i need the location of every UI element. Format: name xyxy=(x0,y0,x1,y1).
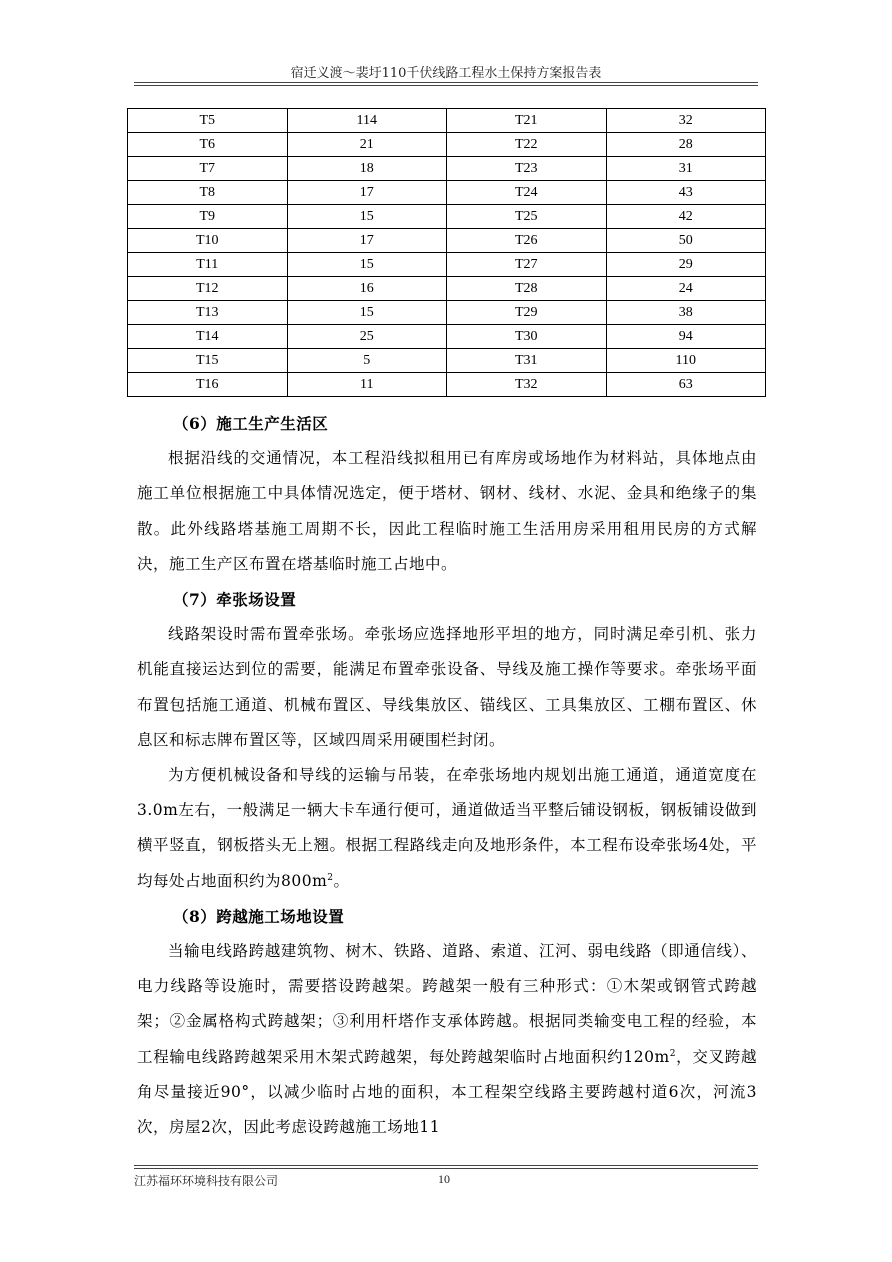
table-cell: T25 xyxy=(447,205,607,229)
table-cell: T12 xyxy=(128,277,288,301)
table-cell: 24 xyxy=(606,277,766,301)
section-6-paragraph: 根据沿线的交通情况，本工程沿线拟租用已有库房或场地作为材料站，具体地点由施工单位根据施工中具体情况选定，便于塔材、钢材、线材、水泥、金具和绝缘子的集散。此外线路塔基施工周期不长，因此工程临时施工生活用房采用租用民房的方式解决，施工生产区布置在塔基临时施工占地中。 xyxy=(137,449,757,573)
table-cell: T6 xyxy=(128,133,288,157)
table-cell: T11 xyxy=(128,253,288,277)
section-7-paragraph-2 xyxy=(137,758,757,899)
table-cell: T24 xyxy=(447,181,607,205)
table-row xyxy=(128,181,766,205)
superscript: 2 xyxy=(669,1048,676,1059)
page-number: 10 xyxy=(438,1172,450,1186)
table-cell: T30 xyxy=(447,325,607,349)
table-cell: 5 xyxy=(287,349,447,373)
header-rule xyxy=(134,82,758,83)
table-row xyxy=(128,277,766,301)
table-cell: 28 xyxy=(606,133,766,157)
section-7-paragraph-2-end: 。 xyxy=(333,871,350,890)
table-cell: 114 xyxy=(287,109,447,133)
table-cell: T7 xyxy=(128,157,288,181)
table-cell: T26 xyxy=(447,229,607,253)
table-cell: 25 xyxy=(287,325,447,349)
table-cell: 21 xyxy=(287,133,447,157)
table-cell: 17 xyxy=(287,181,447,205)
table-cell: T8 xyxy=(128,181,288,205)
table-cell: 16 xyxy=(287,277,447,301)
table-cell: T32 xyxy=(447,373,607,397)
header-rule-thin xyxy=(134,85,758,86)
table-cell: 15 xyxy=(287,301,447,325)
table-cell: T16 xyxy=(128,373,288,397)
body-content xyxy=(137,406,757,1145)
footer-rule xyxy=(134,1165,758,1166)
table-cell: T5 xyxy=(128,109,288,133)
table-cell: T13 xyxy=(128,301,288,325)
table-row xyxy=(128,109,766,133)
section-7-paragraph-1: 线路架设时需布置牵张场。牵张场应选择地形平坦的地方，同时满足牵引机、张力机能直接运达到位的需要，能满足布置牵张设备、导线及施工操作等要求。牵张场平面布置包括施工通道、机械布置区、导线集放区、锚线区、工具集放区、工棚布置区、休息区和标志牌布置区等，区域四周采用硬围栏封闭。 xyxy=(137,625,757,749)
table-cell: T27 xyxy=(447,253,607,277)
table-cell: 17 xyxy=(287,229,447,253)
table-cell: 63 xyxy=(606,373,766,397)
table-cell: 43 xyxy=(606,181,766,205)
table-cell: T10 xyxy=(128,229,288,253)
section-7-paragraph-2-text: 为方便机械设备和导线的运输与吊装，在牵张场地内规划出施工通道，通道宽度在3.0m左右，一般满足一辆大卡车通行便可，通道做适当平整后铺设钢板，钢板铺设做到横平竖直，钢板搭头无上翘。根据工程路线走向及地形条件，本工程布设牵张场4处，平均每处占地面积约为800m xyxy=(137,766,757,890)
section-heading-7: （7）牵张场设置 xyxy=(173,590,297,610)
table-cell: 42 xyxy=(606,205,766,229)
table-cell: T31 xyxy=(447,349,607,373)
table-cell: 38 xyxy=(606,301,766,325)
footer-company: 江苏福环环境科技有限公司 xyxy=(134,1174,279,1188)
section-8-paragraph xyxy=(137,934,757,1145)
table-row xyxy=(128,301,766,325)
table-cell: T22 xyxy=(447,133,607,157)
table-cell: 15 xyxy=(287,205,447,229)
table-cell: 32 xyxy=(606,109,766,133)
table-row xyxy=(128,253,766,277)
table-cell: 94 xyxy=(606,325,766,349)
table-cell: 18 xyxy=(287,157,447,181)
table-cell: T28 xyxy=(447,277,607,301)
table-row xyxy=(128,325,766,349)
table-cell: T15 xyxy=(128,349,288,373)
table-cell: T14 xyxy=(128,325,288,349)
table-cell: 110 xyxy=(606,349,766,373)
table-cell: T9 xyxy=(128,205,288,229)
footer-rule-thin xyxy=(134,1168,758,1169)
table-row xyxy=(128,157,766,181)
superscript: 2 xyxy=(327,872,334,883)
table-row xyxy=(128,373,766,397)
table-cell: 31 xyxy=(606,157,766,181)
table-cell: T29 xyxy=(447,301,607,325)
table-row xyxy=(128,229,766,253)
table-cell: 29 xyxy=(606,253,766,277)
table-cell: T21 xyxy=(447,109,607,133)
section-8-paragraph-end: ，交叉跨越角尽量接近90°，以减少临时占地的面积，本工程架空线路主要跨越村道6次，河流3次，房屋2次，因此考虑设跨越施工场地11 xyxy=(137,1047,757,1137)
section-heading-8: （8）跨越施工场地设置 xyxy=(173,906,345,926)
table-cell: 15 xyxy=(287,253,447,277)
table-row xyxy=(128,133,766,157)
page-header-title: 宿迁义渡～裴圩110千伏线路工程水土保持方案报告表 xyxy=(290,66,602,81)
table-cell: 50 xyxy=(606,229,766,253)
table-cell: T23 xyxy=(447,157,607,181)
section-heading-6: （6）施工生产生活区 xyxy=(173,414,329,433)
table-row xyxy=(128,205,766,229)
table-cell: 11 xyxy=(287,373,447,397)
section-8-paragraph-text: 当输电线路跨越建筑物、树木、铁路、道路、索道、江河、弱电线路（即通信线）、电力线路等设施时，需要搭设跨越架。跨越架一般有三种形式：①木架或钢管式跨越架；②金属格构式跨越架；③利用杆塔作支承体跨越。根据同类输变电工程的经验，本工程输电线路跨越架采用木架式跨越架，每处跨越架临时占地面积约120m xyxy=(137,942,757,1066)
tower-table xyxy=(127,108,766,397)
table-row xyxy=(128,349,766,373)
